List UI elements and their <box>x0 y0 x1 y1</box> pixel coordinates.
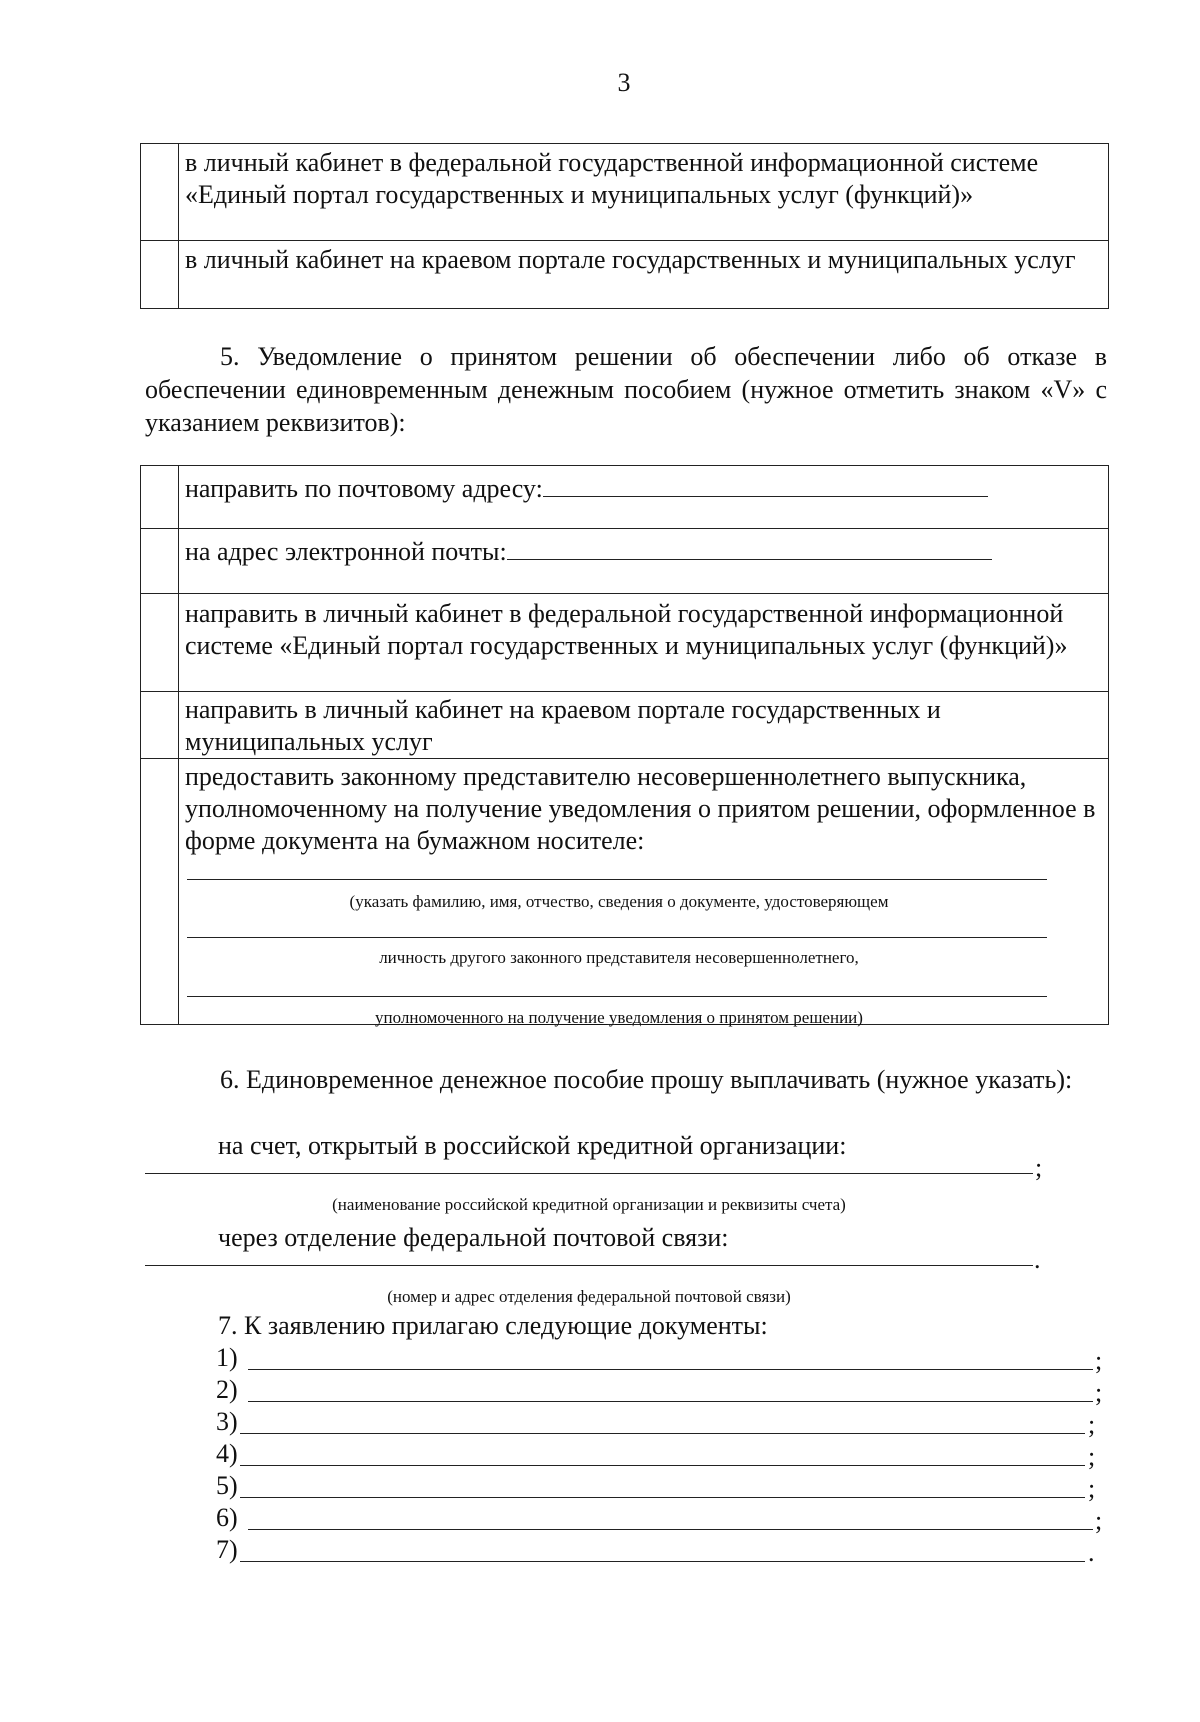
bank-account-field[interactable] <box>145 1173 1033 1174</box>
checkbox-cell[interactable] <box>141 594 179 692</box>
doc-item-field-7[interactable] <box>240 1561 1085 1562</box>
post-office-field[interactable] <box>145 1265 1033 1266</box>
delivery-options-table <box>140 143 1109 309</box>
doc-item-end: ; <box>1088 1442 1096 1471</box>
doc-item-end: ; <box>1088 1474 1096 1503</box>
paper-delivery-text: предоставить законному представителю несовершеннолетнего выпускника, уполномоченному на получение уведомления о приятом решении, оформленное в форме документа на бумажном носителе: <box>185 762 1096 855</box>
notification-options-table <box>140 465 1109 1025</box>
post-office-end: . <box>1034 1245 1041 1274</box>
checkbox-cell[interactable] <box>141 466 179 529</box>
checkbox-cell[interactable] <box>141 759 179 1025</box>
representative-field-1[interactable] <box>187 879 1047 880</box>
doc-item-field-5[interactable] <box>240 1497 1085 1498</box>
representative-caption-3: уполномоченного на получение уведомления о принятом решении) <box>375 1008 863 1027</box>
doc-item-end: . <box>1088 1538 1095 1567</box>
page-number: 3 <box>617 68 631 97</box>
checkbox-cell[interactable] <box>141 144 179 241</box>
doc-item-field-3[interactable] <box>240 1433 1085 1434</box>
option-text: в личный кабинет на краевом портале государственных и муниципальных услуг <box>179 241 1109 309</box>
option-text: направить в личный кабинет на краевом портале государственных и муниципальных услуг <box>179 692 1109 759</box>
doc-item-field-1[interactable] <box>248 1369 1093 1370</box>
email-label: на адрес электронной почты: <box>185 537 507 566</box>
representative-field-2[interactable] <box>187 937 1047 938</box>
checkbox-cell[interactable] <box>141 529 179 594</box>
checkbox-cell[interactable] <box>141 241 179 309</box>
checkbox-cell[interactable] <box>141 692 179 759</box>
doc-item-number: 7) <box>216 1535 238 1564</box>
doc-item-number: 6) <box>216 1503 238 1532</box>
doc-item-number: 3) <box>216 1407 238 1436</box>
representative-field-3[interactable] <box>187 996 1047 997</box>
doc-item-field-4[interactable] <box>240 1465 1085 1466</box>
option-text: в личный кабинет в федеральной государственной информационной системе «Единый портал государственных и муниципальных услуг (функций)» <box>179 144 1109 241</box>
doc-item-field-6[interactable] <box>248 1529 1093 1530</box>
doc-item-end: ; <box>1095 1506 1103 1535</box>
doc-item-end: ; <box>1088 1410 1096 1439</box>
option-text: направить в личный кабинет в федеральной государственной информационной системе «Единый портал государственных и муниципальных услуг (функций)» <box>179 594 1109 692</box>
doc-item-field-2[interactable] <box>248 1401 1093 1402</box>
doc-item-number: 2) <box>216 1375 238 1404</box>
doc-item-number: 5) <box>216 1471 238 1500</box>
doc-item-number: 1) <box>216 1343 238 1372</box>
section-6-text: 6. Единовременное денежное пособие прошу выплачивать (нужное указать): <box>220 1065 1073 1094</box>
section-5-text: 5. Уведомление о принятом решении об обеспечении либо об отказе в обеспечении единовременным денежным пособием (нужное отметить знаком «V» с указанием реквизитов): <box>145 342 1107 437</box>
doc-item-end: ; <box>1095 1378 1103 1407</box>
post-office-caption: (номер и адрес отделения федеральной почтовой связи) <box>387 1287 791 1306</box>
doc-item-end: ; <box>1095 1346 1103 1375</box>
representative-caption-2: личность другого законного представителя несовершеннолетнего, <box>379 948 859 967</box>
bank-account-label: на счет, открытый в российской кредитной организации: <box>218 1131 847 1160</box>
bank-account-caption: (наименование российской кредитной организации и реквизиты счета) <box>332 1195 846 1214</box>
bank-account-end: ; <box>1035 1153 1043 1182</box>
doc-item-number: 4) <box>216 1439 238 1468</box>
post-office-label: через отделение федеральной почтовой связи: <box>218 1223 729 1252</box>
postal-address-label: направить по почтовому адресу: <box>185 474 543 503</box>
section-7-title: 7. К заявлению прилагаю следующие документы: <box>218 1311 768 1340</box>
postal-address-field[interactable] <box>543 472 988 497</box>
representative-caption-1: (указать фамилию, имя, отчество, сведения о документе, удостоверяющем <box>349 892 889 911</box>
email-field[interactable] <box>507 535 992 560</box>
